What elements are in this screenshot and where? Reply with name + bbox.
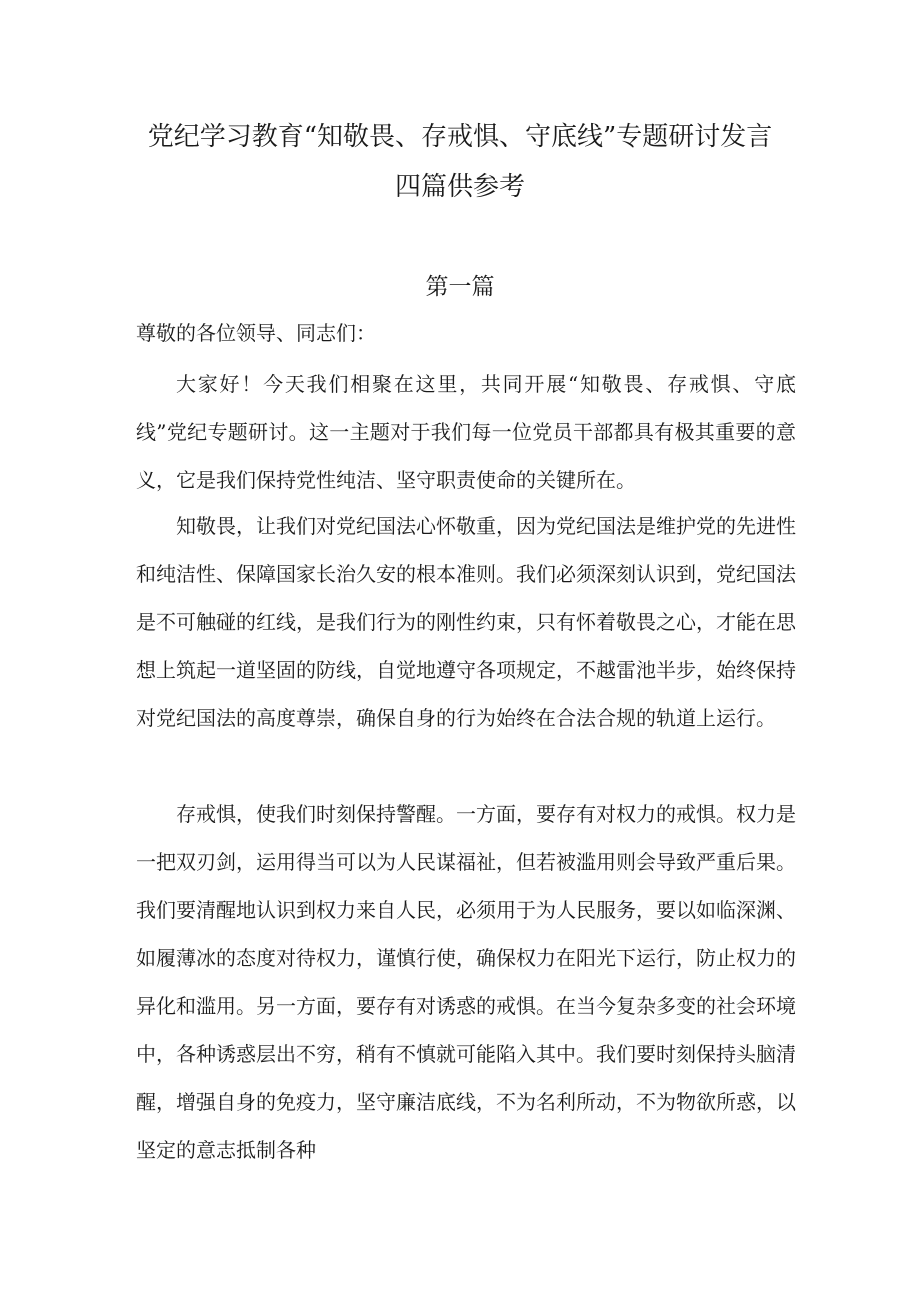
paragraph-2: 知敬畏，让我们对党纪国法心怀敬重，因为党纪国法是维护党的先进性和纯洁性、保障国家长治久安的根本准则。我们必须深刻认识到，党纪国法是不可触碰的红线，是我们行为的刚性约束，只有怀着敬畏之心，才能在思想上筑起一道坚固的防线，自觉地遵守各项规定，不越雷池半步，始终保持对党纪国法的高度尊崇，确保自身的行为始终在合法合规的轨道上运行。 — [136, 514, 796, 730]
paragraph-3: 存戒惧，使我们时刻保持警醒。一方面，要存有对权力的戒惧。权力是一把双刃剑，运用得当可以为人民谋福祉，但若被滥用则会导致严重后果。我们要清醒地认识到权力来自人民，必须用于为人民服务，要以如临深渊、如履薄冰的态度对待权力，谨慎行使，确保权力在阳光下运行，防止权力的异化和滥用。另一方面，要存有对诱惑的戒惧。在当今复杂多变的社会环境中，各种诱惑层出不穷，稍有不慎就可能陷入其中。我们要时刻保持头脑清醒，增强自身的免疫力，坚守廉洁底线，不为名利所动，不为物欲所惑，以坚定的意志抵制各种 — [136, 802, 796, 1162]
document-title-line-2: 四篇供参考 — [394, 172, 525, 202]
document-title-line-1: 党纪学习教育“知敬畏、存戒惧、守底线”专题研讨发言 — [147, 122, 773, 152]
section-heading: 第一篇 — [425, 274, 495, 300]
paragraph-1: 大家好！今天我们相聚在这里，共同开展“知敬畏、存戒惧、守底线”党纪专题研讨。这一主题对于我们每一位党员干部都具有极其重要的意义，它是我们保持党性纯洁、坚守职责使命的关键所在。 — [136, 372, 796, 492]
salutation: 尊敬的各位领导、同志们： — [136, 321, 376, 345]
